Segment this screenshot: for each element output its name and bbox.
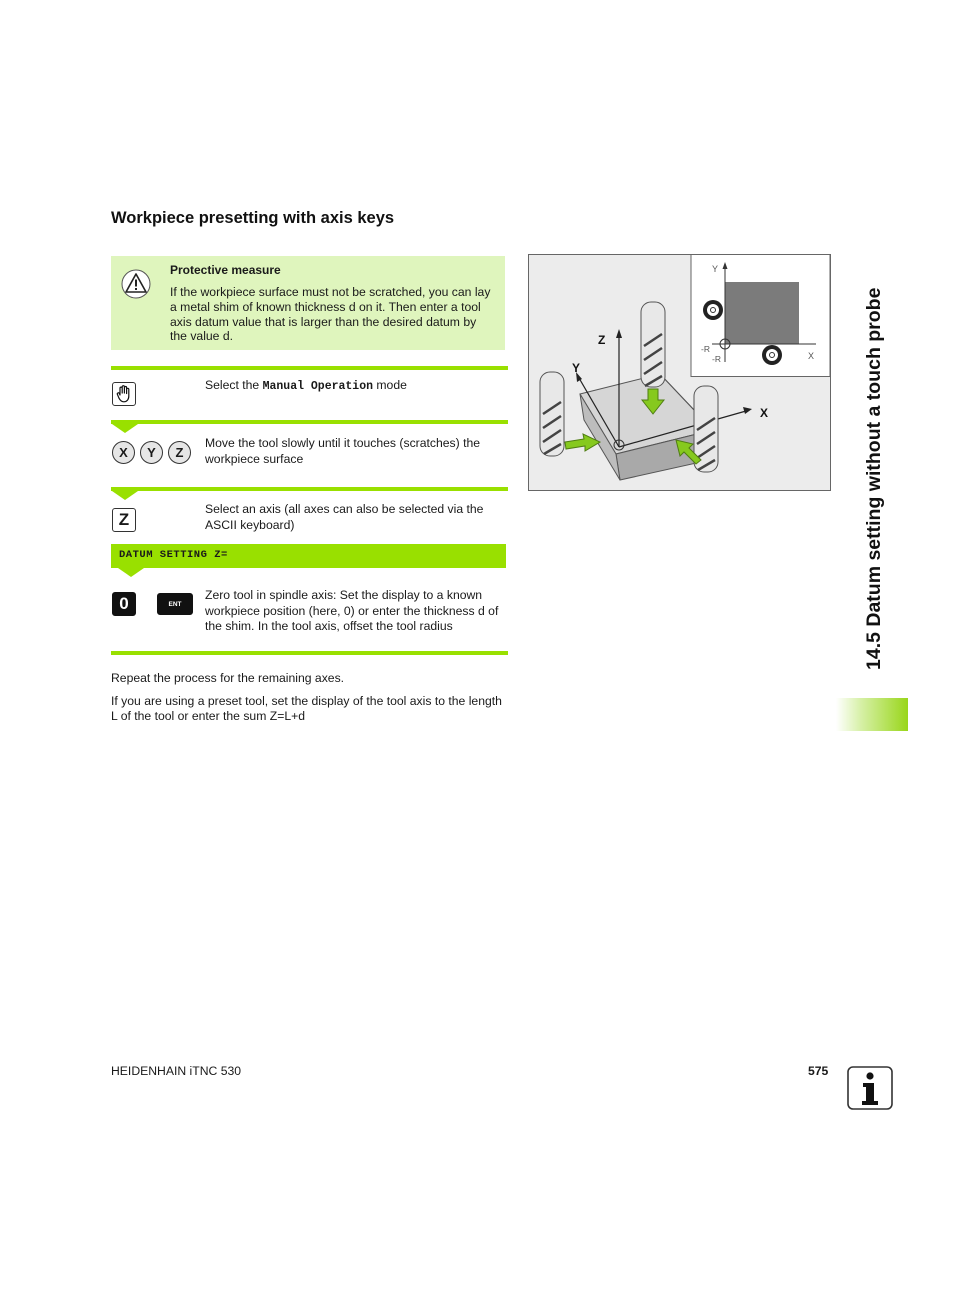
hand-icon xyxy=(116,385,132,403)
y-axis-key[interactable]: Y xyxy=(140,441,163,464)
step-divider xyxy=(111,420,508,424)
z-select-key[interactable]: Z xyxy=(112,508,136,532)
z-axis-key[interactable]: Z xyxy=(168,441,191,464)
step-arrow xyxy=(118,568,144,577)
protective-note xyxy=(111,256,505,350)
step-manual-prefix: Select the xyxy=(205,378,263,392)
repeat-paragraph: Repeat the process for the remaining axes. xyxy=(111,671,345,685)
step-arrow xyxy=(112,491,138,500)
preset-paragraph: If you are using a preset tool, set the display of the tool axis to the length L of the tool or enter the sum Z=L+d xyxy=(111,694,502,723)
section-heading: Workpiece presetting with axis keys xyxy=(111,209,395,227)
datum-setting-prompt xyxy=(111,544,506,568)
page-number: 575 xyxy=(808,1064,829,1078)
step-arrow xyxy=(112,424,138,433)
step-manual-suffix: mode xyxy=(373,378,407,392)
end-mill-tool xyxy=(540,372,564,456)
warning-icon xyxy=(121,269,151,299)
note-title: Protective measure xyxy=(170,263,281,277)
step-move-text: Move the tool slowly until it touches (scratches) the workpiece surface xyxy=(205,436,481,466)
info-icon xyxy=(847,1066,893,1110)
inset-x-label: X xyxy=(808,351,815,361)
inset-r2-label: -R xyxy=(712,354,721,364)
zero-key[interactable]: 0 xyxy=(112,592,136,616)
note-text: If the workpiece surface must not be scratched, you can lay a metal shim of known thickness d on it. Then enter a tool axis datum value that is larger than the desired datum by the value d. xyxy=(170,285,491,344)
end-mill-tool xyxy=(641,302,665,387)
step-divider xyxy=(111,651,508,655)
chapter-side-title xyxy=(851,218,891,678)
step-manual-text xyxy=(205,378,505,395)
footer-manual-name: HEIDENHAIN iTNC 530 xyxy=(111,1064,242,1078)
step-zero-text: Zero tool in spindle axis: Set the display to a known workpiece position (here, 0) or enter the thickness d of the shim. In the tool axis, offset the tool radius xyxy=(205,588,499,634)
datum-setting-figure xyxy=(528,254,831,491)
figure-z-axis-label: Z xyxy=(598,333,606,347)
figure-x-axis-label: X xyxy=(760,406,769,420)
inset-y-label: Y xyxy=(712,264,719,274)
step-divider xyxy=(111,366,508,370)
inset-diagram xyxy=(691,255,830,377)
step-select-axis-text: Select an axis (all axes can also be selected via the ASCII keyboard) xyxy=(205,502,484,532)
manual-operation-code: Manual Operation xyxy=(262,380,374,393)
chapter-tab xyxy=(836,698,908,731)
x-axis-key[interactable]: X xyxy=(112,441,135,464)
step-divider xyxy=(111,487,508,491)
ent-key[interactable]: ENT xyxy=(157,593,193,615)
datum-prompt-text: DATUM SETTING Z= xyxy=(119,549,228,561)
inset-r1-label: -R xyxy=(701,344,710,354)
figure-y-axis-label: Y xyxy=(572,361,581,375)
manual-operation-key[interactable] xyxy=(112,382,136,406)
side-title-text: 14.5 Datum setting without a touch probe xyxy=(863,287,885,670)
